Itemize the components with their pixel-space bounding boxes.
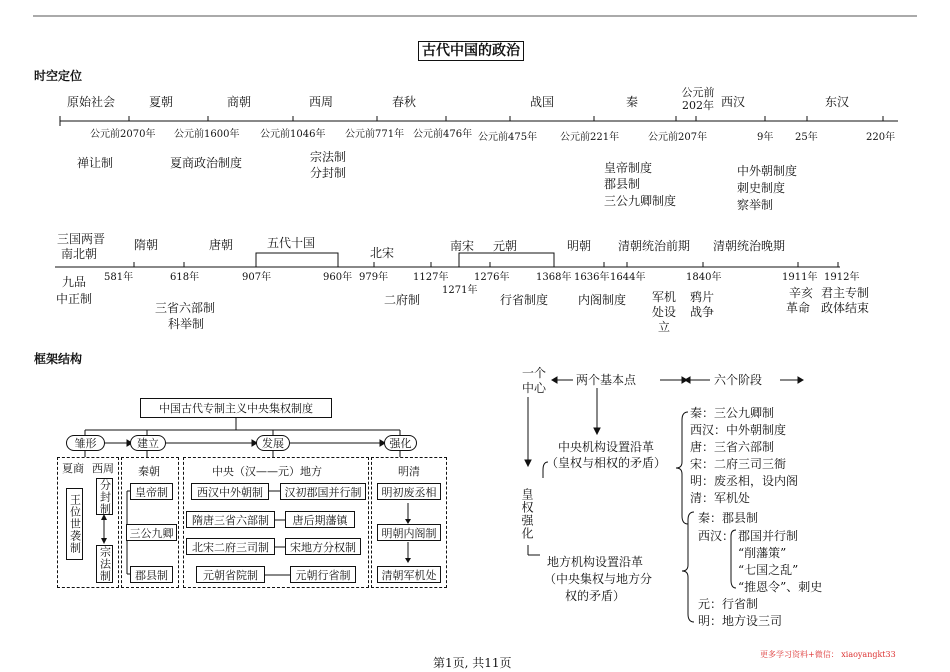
mingqing-item: 清朝军机处 xyxy=(377,566,441,583)
local-item: 秦：郡县制 xyxy=(698,511,759,525)
local-subtitle: （中央集权与地方分 xyxy=(544,572,653,586)
period-label: 商朝 xyxy=(227,95,252,109)
date-label: 1636年 xyxy=(574,272,610,283)
date-label: 1127年 xyxy=(413,272,449,283)
date-label: 220年 xyxy=(866,132,896,143)
page-title: 古代中国的政治 xyxy=(418,41,524,61)
central-item: 明：废丞相，设内阁 xyxy=(690,474,799,488)
local-title: 地方机构设置沿革 xyxy=(547,555,644,569)
center-left: 北宋二府三司制 xyxy=(186,538,275,555)
date-label: 907年 xyxy=(242,272,272,283)
note-label: 君主专制 xyxy=(821,286,870,300)
note-label: 察举制 xyxy=(737,198,774,212)
central-item: 唐：三省六部制 xyxy=(690,440,775,454)
date-label: 1276年 xyxy=(474,272,510,283)
framework-top: 中国古代专制主义中央集权制度 xyxy=(140,398,332,418)
central-title: 中央机构设置沿革 xyxy=(558,440,655,454)
two-points: 两个基本点 xyxy=(576,373,637,387)
date-label: 1840年 xyxy=(686,272,722,283)
local-item: 明：地方设三司 xyxy=(698,614,783,628)
local-subtitle: 权的矛盾） xyxy=(565,589,626,603)
xihan-item: “推恩令”、刺史 xyxy=(738,580,823,594)
huangquan-label: 皇权强化 xyxy=(520,488,534,540)
date-label: 公元前771年 xyxy=(345,129,405,140)
qin-label: 秦朝 xyxy=(138,465,160,478)
note-label: 二府制 xyxy=(384,293,421,307)
date-label: 公元前1046年 xyxy=(260,129,326,140)
period-label: 元朝 xyxy=(493,239,518,253)
stage-embryo: 雏形 xyxy=(66,435,105,451)
xihan-item: “削藩策” xyxy=(738,546,787,560)
stage-strengthen: 强化 xyxy=(384,435,417,451)
date-label: 1271年 xyxy=(442,285,478,296)
note-label: 立 xyxy=(658,320,671,334)
period-label: 清朝统治晚期 xyxy=(713,239,786,253)
period-label: 春秋 xyxy=(392,95,417,109)
note-label: 军机 xyxy=(652,290,677,304)
period-label: 东汉 xyxy=(825,95,850,109)
central-subtitle: （皇权与相权的矛盾） xyxy=(546,456,667,470)
note-label: 三公九卿制度 xyxy=(604,194,677,208)
central-item: 宋：二府三司三衙 xyxy=(690,457,787,471)
date-label: 公元前221年 xyxy=(560,132,620,143)
date-label: 公元前1600年 xyxy=(174,129,240,140)
center-right: 唐后期藩镇 xyxy=(285,511,355,528)
zongfa-box: 宗法制 xyxy=(96,545,113,583)
fenfeng-box: 分封制 xyxy=(96,478,113,515)
center-title: 中央（汉——元）地方 xyxy=(212,465,322,478)
note-label: 革命 xyxy=(786,301,811,315)
note-label: 战争 xyxy=(690,305,715,319)
qin-item: 郡县制 xyxy=(130,566,173,583)
stage-develop: 发展 xyxy=(256,435,290,451)
period-label: 明朝 xyxy=(567,239,592,253)
central-item: 西汉：中外朝制度 xyxy=(690,423,787,437)
period-label: 战国 xyxy=(530,95,555,109)
note-label: 处设 xyxy=(652,305,677,319)
qin-item: 三公九卿 xyxy=(126,524,177,541)
note-label: 夏商政治制度 xyxy=(170,156,243,170)
period-label: 隋朝 xyxy=(134,238,159,252)
date-label: 公元前476年 xyxy=(413,129,473,140)
date-label: 公元前202年 xyxy=(681,86,715,112)
page-footer: 第1页, 共11页 xyxy=(433,656,512,670)
note-label: 宗法制 xyxy=(310,150,347,164)
qin-item: 皇帝制 xyxy=(130,483,173,500)
note-label: 辛亥 xyxy=(789,286,814,300)
date-label: 1644年 xyxy=(610,272,646,283)
note-label: 分封制 xyxy=(310,166,347,180)
note-label: 政体结束 xyxy=(821,301,870,315)
date-label: 9年 xyxy=(757,132,774,143)
center-right: 宋地方分权制 xyxy=(285,538,361,555)
date-label: 1912年 xyxy=(824,272,860,283)
center-left: 元朝省院制 xyxy=(196,566,265,583)
mingqing-item: 明初废丞相 xyxy=(377,483,441,500)
wangwei-box: 王位世袭制 xyxy=(66,488,83,560)
date-label: 25年 xyxy=(795,132,818,143)
xihan-item: “七国之乱” xyxy=(738,563,799,577)
section-framework: 框架结构 xyxy=(34,352,83,366)
period-label: 南宋 xyxy=(450,239,475,253)
mingqing-item: 明朝内阁制 xyxy=(377,524,441,541)
date-label: 960年 xyxy=(323,272,353,283)
period-label: 南北朝 xyxy=(61,247,98,261)
center-left: 西汉中外朝制 xyxy=(191,483,269,500)
period-label: 夏朝 xyxy=(149,95,174,109)
central-item: 秦：三公九卿制 xyxy=(690,406,775,420)
note-label: 行省制度 xyxy=(500,293,549,307)
mingqing-label: 明清 xyxy=(398,465,420,478)
date-label: 公元前207年 xyxy=(648,132,708,143)
period-label: 秦 xyxy=(626,95,639,109)
date-label: 979年 xyxy=(359,272,389,283)
date-label: 公元前2070年 xyxy=(90,129,156,140)
note-label: 中正制 xyxy=(56,292,93,306)
date-label: 1911年 xyxy=(782,272,818,283)
period-label: 三国两晋 xyxy=(57,232,106,246)
note-label: 三省六部制 xyxy=(155,301,216,315)
six-stages: 六个阶段 xyxy=(714,373,763,387)
watermark: 更多学习资料+微信： xiaoyangkt33 xyxy=(760,650,896,659)
central-item: 清：军机处 xyxy=(690,491,751,505)
period-label: 西汉 xyxy=(721,95,746,109)
period-label: 北宋 xyxy=(370,246,395,260)
xizhou-label: 西周 xyxy=(92,462,114,475)
center-right: 元朝行省制 xyxy=(290,566,356,583)
section-spatiotemporal: 时空定位 xyxy=(34,69,83,83)
date-label: 581年 xyxy=(104,272,134,283)
period-label: 清朝统治前期 xyxy=(618,239,691,253)
one-center: 一个中心 xyxy=(521,366,546,395)
date-label: 1368年 xyxy=(536,272,572,283)
note-label: 郡县制 xyxy=(604,177,641,191)
local-item: 元：行省制 xyxy=(698,597,759,611)
note-label: 刺史制度 xyxy=(737,181,786,195)
note-label: 皇帝制度 xyxy=(604,161,653,175)
note-label: 九品 xyxy=(62,275,87,289)
period-label: 五代十国 xyxy=(267,236,316,250)
note-label: 内阁制度 xyxy=(578,293,627,307)
period-label: 唐朝 xyxy=(209,238,234,252)
date-label: 618年 xyxy=(170,272,200,283)
period-label: 原始社会 xyxy=(67,95,116,109)
note-label: 中外朝制度 xyxy=(737,164,798,178)
note-label: 科举制 xyxy=(168,317,205,331)
xia-shang-label: 夏商 xyxy=(62,462,84,475)
xihan-item: 郡国并行制 xyxy=(738,529,799,543)
local-item: 西汉： xyxy=(698,529,735,543)
center-right: 汉初郡国并行制 xyxy=(280,483,366,500)
stage-establish: 建立 xyxy=(130,435,166,451)
note-label: 禅让制 xyxy=(77,156,114,170)
note-label: 鸦片 xyxy=(690,290,715,304)
period-label: 西周 xyxy=(309,95,334,109)
date-label: 公元前475年 xyxy=(478,132,538,143)
center-left: 隋唐三省六部制 xyxy=(186,511,275,528)
